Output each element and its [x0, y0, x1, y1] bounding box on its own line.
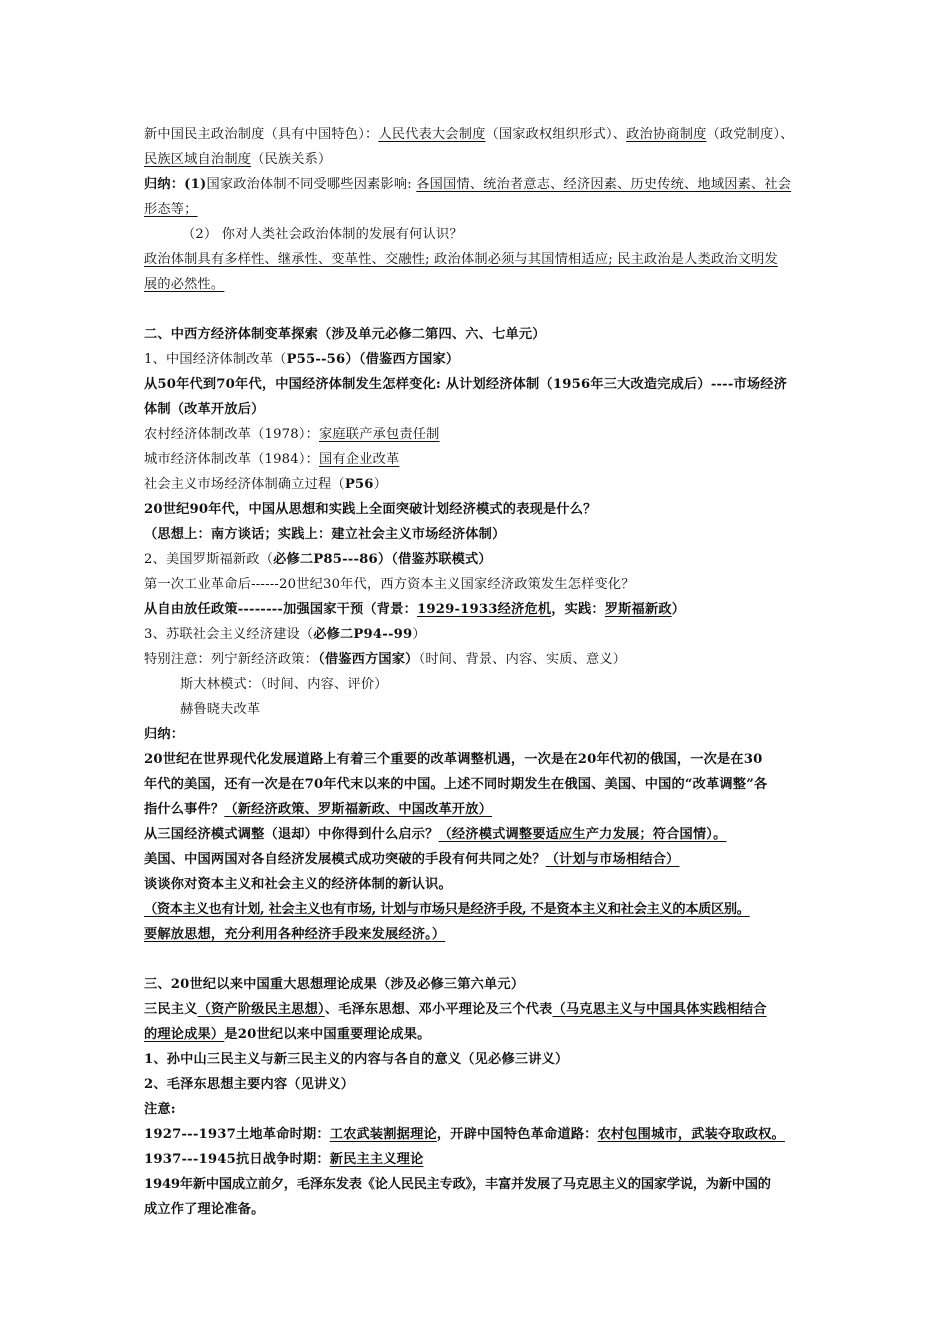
text: 3、苏联社会主义经济建设（: [144, 627, 314, 642]
section-heading-3: [144, 975, 524, 995]
underlined-answer: （资产阶级民主思想）: [197, 1002, 325, 1017]
text: P55--56: [286, 352, 346, 367]
underlined-answer: 新民主主义理论: [329, 1152, 424, 1167]
text: 新中国民主政治制度（具有中国特色）：: [144, 127, 379, 142]
underlined-answer: 要解放思想，充分利用各种经济手段来发展经济。）: [144, 927, 446, 942]
line: [144, 750, 763, 770]
underlined-answer: 罗斯福新政: [604, 602, 672, 617]
underlined-answer: 的理论成果）: [144, 1027, 225, 1042]
summary-label: 归纳：: [144, 177, 185, 192]
text: 1937---1945抗日战争时期：: [144, 1152, 330, 1167]
text: （借鉴西方国家）: [318, 652, 419, 667]
line: [144, 900, 750, 920]
text: ）: [671, 602, 686, 617]
text: ，实践：: [551, 602, 605, 617]
line: [144, 925, 445, 945]
underlined-answer: 政治协商制度: [626, 127, 707, 142]
text: （2） 你对人类社会政治体制的发展有何认识？: [182, 227, 463, 242]
line: [144, 1000, 767, 1020]
text: ，开辟中国特色革命道路：: [436, 1127, 598, 1142]
text: 谈谈你对资本主义和社会主义的经济体制的新认识。: [144, 877, 452, 892]
line: [144, 850, 680, 870]
text: 必修二P94--99: [313, 627, 413, 642]
text: 指什么事件？: [144, 802, 225, 817]
line-political-system: [144, 125, 794, 145]
line: [144, 1025, 431, 1045]
underlined-answer: （计划与市场相结合）: [545, 852, 680, 867]
line: [144, 525, 505, 545]
text: 从50年代到70年代，中国经济体制发生怎样变化: 从计划经济体制（1956年三大改造完成后）----市场经济: [144, 377, 788, 392]
line: [144, 825, 726, 845]
line: [144, 775, 767, 795]
text: 注意:: [144, 1102, 176, 1117]
underlined-answer: 家庭联产承包责任制: [319, 427, 440, 442]
line: [144, 1050, 568, 1070]
text: 从自由放任政策--------加强国家干预（背景：: [144, 602, 417, 617]
line: [144, 1175, 771, 1195]
text: 是20世纪以来中国重要理论成果。: [224, 1027, 431, 1042]
text: 20世纪在世界现代化发展道路上有着三个重要的改革调整机遇，一次是在20年代初的俄国，一次是在30: [144, 752, 763, 767]
line: [144, 450, 399, 470]
text: 20世纪90年代，中国从思想和实践上全面突破计划经济模式的表现是什么？: [144, 502, 597, 517]
subheading: [144, 625, 426, 645]
text: 必修二P85---86: [273, 552, 378, 567]
text: 1、孙中山三民主义与新三民主义的内容与各自的意义（见必修三讲义）: [144, 1052, 569, 1067]
line: [144, 275, 224, 295]
underlined-answer: 各国国情、统治者意志、经济因素、历史传统、地域因素、社会: [416, 177, 792, 192]
line-question: [182, 225, 463, 245]
text: 2、美国罗斯福新政（: [144, 552, 274, 567]
text: 国家政治体制不同受哪些因素影响:: [206, 177, 417, 192]
text: 从三国经济模式调整（退却）中你得到什么启示？: [144, 827, 439, 842]
underlined-answer: 展的必然性。: [144, 277, 225, 292]
text: 美国、中国两国对各自经济发展模式成功突破的手段有何共同之处？: [144, 852, 546, 867]
subheading: [144, 350, 459, 370]
subheading: [144, 550, 492, 570]
underlined-answer: 民族区域自治制度: [144, 152, 252, 167]
underlined-answer: 1929-1933经济危机: [416, 602, 552, 617]
text: 社会主义市场经济体制确立过程（: [144, 477, 345, 492]
text: 赫鲁晓夫改革: [180, 702, 261, 717]
line: [144, 200, 198, 220]
text: 成立作了理论准备。: [144, 1202, 265, 1217]
text: 1927---1937土地革命时期：: [144, 1127, 330, 1142]
text: （时间、背景、内容、实质、意义）: [418, 652, 627, 667]
text: 1、中国经济体制改革（: [144, 352, 287, 367]
heading: 二、中西方经济体制变革探索（涉及单元必修二第四、六、七单元）: [144, 327, 546, 342]
line: [144, 1075, 354, 1095]
line: [144, 475, 387, 495]
text: 特别注意：列宁新经济政策：: [144, 652, 319, 667]
underlined-answer: 工农武装割据理论: [329, 1127, 437, 1142]
section-heading-2: [144, 325, 546, 345]
text: 2、毛泽东思想主要内容（见讲义）: [144, 1077, 355, 1092]
underlined-answer: 人民代表大会制度: [378, 127, 486, 142]
underlined-answer: 政治体制具有多样性、继承性、变革性、交融性; 政治体制必须与其国情相适应; 民主政治是人类政治文明发: [144, 252, 778, 267]
underlined-answer: （经济模式调整要适应生产力发展；符合国情）。: [438, 827, 727, 842]
text: 三民主义: [144, 1002, 198, 1017]
underlined-answer: 农村包围城市，武装夺取政权。: [597, 1127, 785, 1142]
underlined-answer: （马克思主义与中国具体实践相结合: [552, 1002, 767, 1017]
text: 1949年新中国成立前夕，毛泽东发表《论人民民主专政》，丰富并发展了马克思主义的国家学说，为新中国的: [144, 1177, 771, 1192]
text: 斯大林模式：（时间、内容、评价）: [180, 677, 388, 692]
line: [144, 1125, 785, 1145]
line: [144, 150, 331, 170]
underlined-answer: 国有企业改革: [319, 452, 400, 467]
summary-label: [144, 725, 184, 745]
text: （民族关系）: [251, 152, 332, 167]
text: （政党制度）、: [706, 127, 794, 142]
underlined-answer: 形态等；: [144, 202, 198, 217]
text: ）: [412, 627, 426, 642]
line: [144, 875, 452, 895]
line: [144, 250, 778, 270]
line: [180, 700, 260, 720]
line: [144, 1150, 423, 1170]
line-summary: [144, 175, 791, 195]
line: [144, 800, 492, 820]
text: 归纳：: [144, 727, 185, 742]
text: 农村经济体制改革（1978）：: [144, 427, 320, 442]
underlined-answer: （新经济政策、罗斯福新政、中国改革开放）: [224, 802, 493, 817]
text: ）（借鉴苏联模式）: [377, 552, 492, 567]
text: 第一次工业革命后------20世纪30年代，西方资本主义国家经济政策发生怎样变化？: [144, 577, 635, 592]
text: 体制（改革开放后）: [144, 402, 265, 417]
underlined-answer: （资本主义也有计划, 社会主义也有市场, 计划与市场只是经济手段, 不是资本主义和社会主义的本质区别。: [144, 902, 750, 917]
line: [144, 575, 635, 595]
text: 城市经济体制改革（1984）：: [144, 452, 320, 467]
text: 年代的美国，还有一次是在70年代末以来的中国。上述不同时期发生在俄国、美国、中国的“改革调整”各: [144, 777, 768, 792]
text: P56: [344, 477, 374, 492]
line: [144, 600, 685, 620]
heading: 三、20世纪以来中国重大思想理论成果（涉及必修三第六单元）: [144, 977, 525, 992]
text: (1): [184, 177, 207, 192]
line: [144, 1100, 176, 1120]
line: [180, 675, 388, 695]
line: [144, 1200, 265, 1220]
text: ）（借鉴西方国家）: [345, 352, 460, 367]
text: （思想上：南方谈话；实践上：建立社会主义市场经济体制）: [144, 527, 506, 542]
line: [144, 375, 787, 395]
text: ）: [373, 477, 388, 492]
line: [144, 650, 626, 670]
text: （国家政权组织形式）、: [485, 127, 627, 142]
text: 、毛泽东思想、邓小平理论及三个代表: [324, 1002, 553, 1017]
line: [144, 425, 440, 445]
line: [144, 400, 265, 420]
line: [144, 500, 597, 520]
